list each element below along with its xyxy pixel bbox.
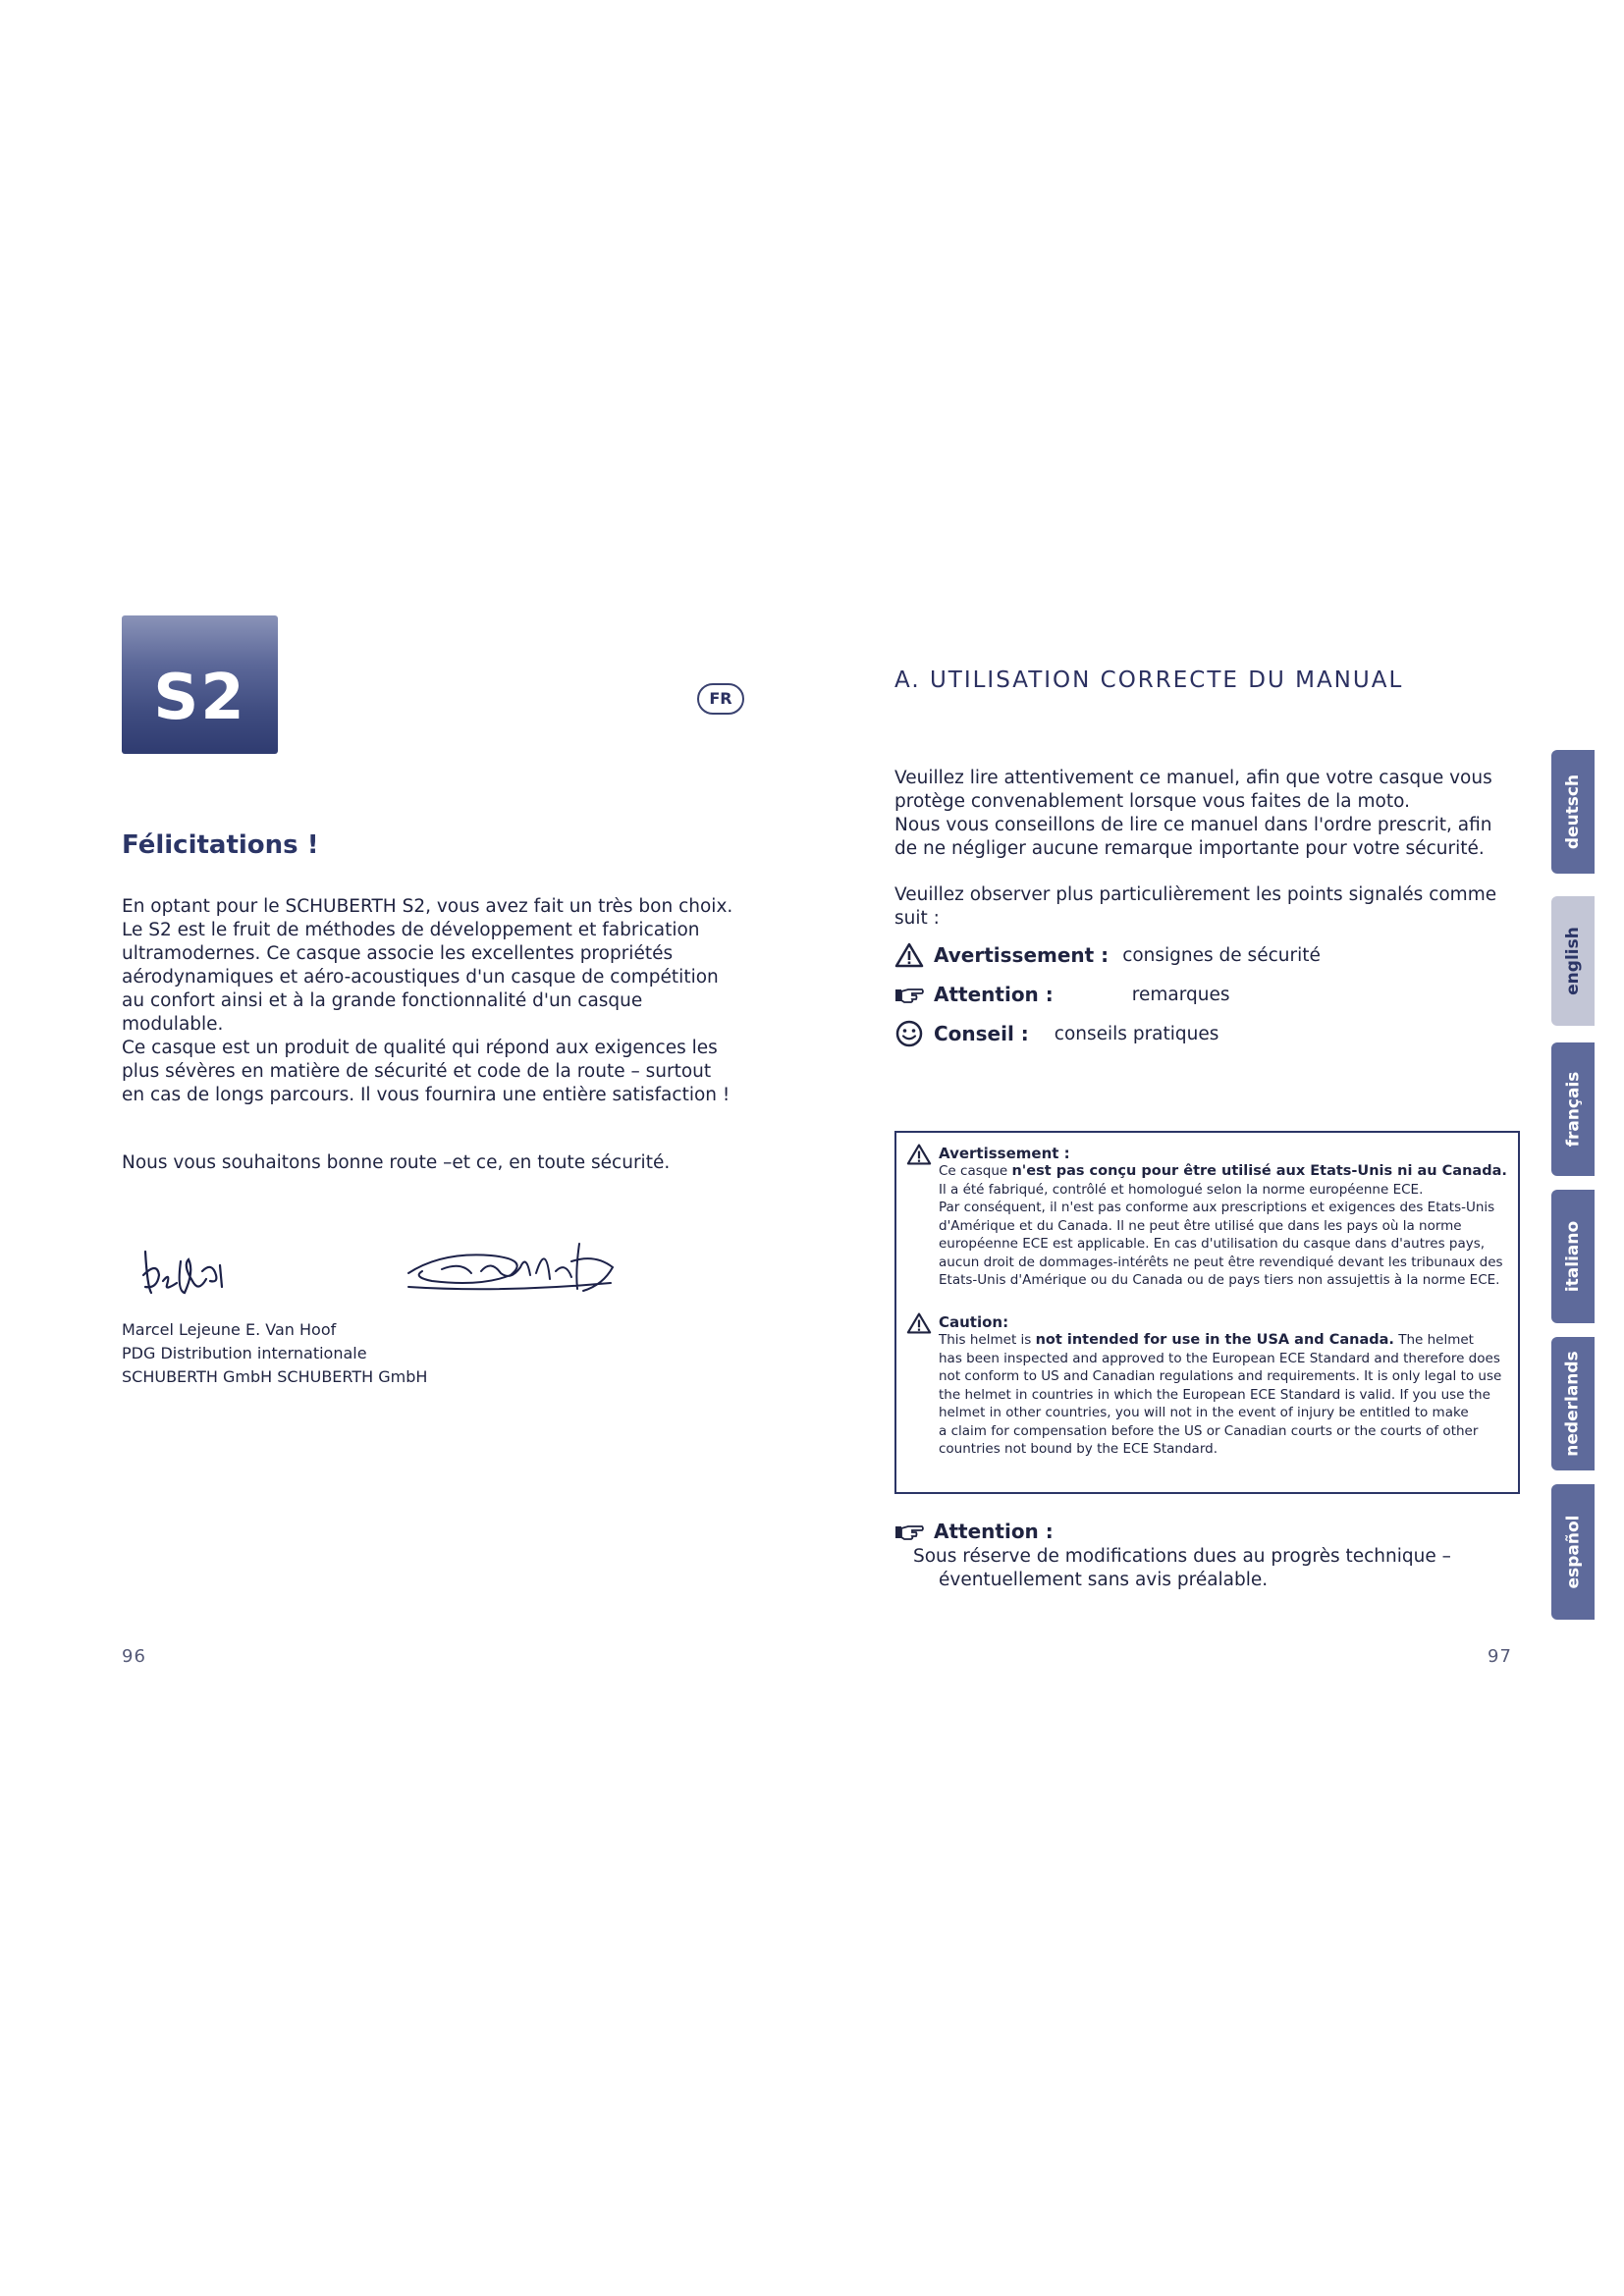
logo-text: S2 — [153, 662, 246, 734]
text-line: En optant pour le SCHUBERTH S2, vous avez fait un très bon choix. — [122, 896, 733, 917]
page-number-right: 97 — [1488, 1646, 1512, 1667]
text-line: ultramodernes. Ce casque associe les excellentes propriétés — [122, 943, 674, 964]
legend-term: Conseil : — [934, 1022, 1029, 1045]
legend-desc: consignes de sécurité — [1122, 944, 1321, 966]
box-warning-header — [906, 1143, 932, 1166]
tab-label: italiano — [1563, 1220, 1583, 1293]
text-line: Nous vous conseillons de lire ce manuel dans l'ordre prescrit, afin — [894, 815, 1492, 835]
legend-desc: remarques — [1131, 984, 1230, 1005]
attention-line-2: éventuellement sans avis préalable. — [939, 1570, 1269, 1590]
tab-espanol[interactable] — [1551, 1484, 1595, 1620]
box-caution-header — [906, 1311, 932, 1335]
text-line: helmet in other countries, you will not in the event of injury be entitled to make — [939, 1405, 1469, 1420]
tab-deutsch[interactable] — [1551, 750, 1595, 874]
s2-logo — [122, 615, 278, 754]
attention-note-header — [894, 1517, 1054, 1546]
text-line: the helmet in countries in which the European ECE Standard is valid. If you use the — [939, 1386, 1490, 1403]
closing-paragraph: Nous vous souhaitons bonne route –et ce, en toute sécurité. — [122, 1152, 671, 1173]
signatory-names: Marcel Lejeune E. Van Hoof — [122, 1320, 337, 1339]
bold-caution-text: not intended for use in the USA and Canada. — [1035, 1332, 1394, 1348]
text-line: au confort ainsi et à la grande fonctionnalité d'un casque — [122, 990, 643, 1011]
text-line: Il a été fabriqué, contrôlé et homologué selon la norme européenne ECE. — [939, 1181, 1424, 1198]
text-line: plus sévères en matière de sécurité et code de la route – surtout — [122, 1061, 712, 1082]
legend-term: Attention : — [934, 983, 1054, 1006]
text-line: aucun droit de dommages-intérêts ne peut être revendiqué devant les tribunaux des — [939, 1254, 1503, 1270]
box-en-body — [939, 1331, 1513, 1459]
intro-paragraph — [122, 895, 750, 1107]
text-line: Veuillez lire attentivement ce manuel, afin que votre casque vous — [894, 768, 1492, 788]
tab-nederlands[interactable] — [1551, 1337, 1595, 1470]
attention-title: Attention : — [934, 1520, 1054, 1543]
attention-line-1: Sous réserve de modifications dues au progrès technique – — [913, 1546, 1451, 1567]
box-en-title: Caution: — [939, 1313, 1009, 1331]
tab-francais[interactable] — [1551, 1042, 1595, 1176]
tab-label: español — [1563, 1515, 1583, 1589]
legend-tip — [894, 1019, 1218, 1048]
legend-warning — [894, 940, 1321, 970]
text-span: Ce casque — [939, 1163, 1012, 1179]
tab-label: nederlands — [1563, 1351, 1583, 1457]
observe-paragraph — [894, 883, 1508, 931]
tab-label: english — [1563, 927, 1583, 995]
box-fr-title: Avertissement : — [939, 1145, 1070, 1162]
text-line: protège convenablement lorsque vous faites de la moto. — [894, 791, 1410, 812]
text-line: Par conséquent, il n'est pas conforme aux prescriptions et exigences des Etats-Unis — [939, 1200, 1495, 1215]
intro-paragraph-right — [894, 767, 1508, 861]
text-line: Le S2 est le fruit de méthodes de développement et fabrication — [122, 920, 700, 940]
legend-term: Avertissement : — [934, 943, 1110, 967]
page-heading: Félicitations ! — [122, 830, 319, 860]
text-line: not conform to US and Canadian regulations and requirements. It is only legal to use — [939, 1368, 1502, 1384]
warning-triangle-icon — [906, 1143, 932, 1166]
text-line: a claim for compensation before the US or Canadian courts or the courts of other — [939, 1422, 1479, 1439]
smiley-icon — [894, 1019, 924, 1048]
text-line: Etats-Unis d'Amérique ou du Canada ou de pays tiers non assujettis à la norme ECE. — [939, 1272, 1500, 1288]
page-number-left: 96 — [122, 1646, 146, 1667]
text-line: en cas de longs parcours. Il vous fournira une entière satisfaction ! — [122, 1085, 731, 1105]
text-line: de ne négliger aucune remarque importante pour votre sécurité. — [894, 838, 1485, 859]
text-line: aérodynamiques et aéro-acoustiques d'un casque de compétition — [122, 967, 719, 988]
tab-italiano[interactable] — [1551, 1190, 1595, 1323]
text-span: The helmet — [1393, 1332, 1474, 1348]
warning-triangle-icon — [894, 941, 924, 969]
tab-english[interactable] — [1551, 896, 1595, 1026]
text-line: has been inspected and approved to the European ECE Standard and therefore does — [939, 1350, 1500, 1366]
signatory-companies: SCHUBERTH GmbH SCHUBERTH GmbH — [122, 1367, 428, 1386]
section-title: A. UTILISATION CORRECTE DU MANUAL — [894, 667, 1404, 693]
signature-van-hoof — [403, 1232, 623, 1303]
text-line: suit : — [894, 908, 940, 929]
pointing-hand-icon — [894, 984, 924, 1005]
text-span: This helmet is — [939, 1332, 1036, 1348]
text-line: européenne ECE est applicable. En cas d'utilisation du casque dans d'autres pays, — [939, 1236, 1486, 1252]
box-fr-body — [939, 1162, 1513, 1290]
warning-box — [894, 1131, 1520, 1494]
box-fr-first-line — [939, 1162, 1513, 1181]
text-line: modulable. — [122, 1014, 224, 1035]
text-line: Ce casque est un produit de qualité qui répond aux exigences les — [122, 1038, 718, 1058]
legend-attention — [894, 980, 1229, 1009]
pointing-hand-icon — [894, 1521, 924, 1542]
text-line: Veuillez observer plus particulièrement les points signalés comme — [894, 884, 1497, 905]
signatory-titles: PDG Distribution internationale — [122, 1344, 367, 1362]
signature-lejeune — [137, 1232, 236, 1310]
tab-label: français — [1563, 1071, 1584, 1148]
text-line: countries not bound by the ECE Standard. — [939, 1441, 1218, 1457]
language-badge: FR — [697, 683, 744, 715]
text-line: d'Amérique et du Canada. Il ne peut être utilisé que dans les pays où la norme — [939, 1217, 1462, 1234]
box-en-first-line — [939, 1331, 1513, 1350]
legend-desc: conseils pratiques — [1054, 1023, 1219, 1044]
warning-triangle-icon — [906, 1311, 932, 1335]
tab-label: deutsch — [1563, 774, 1584, 850]
bold-warning-text: n'est pas conçu pour être utilisé aux Etats-Unis ni au Canada. — [1011, 1163, 1507, 1179]
